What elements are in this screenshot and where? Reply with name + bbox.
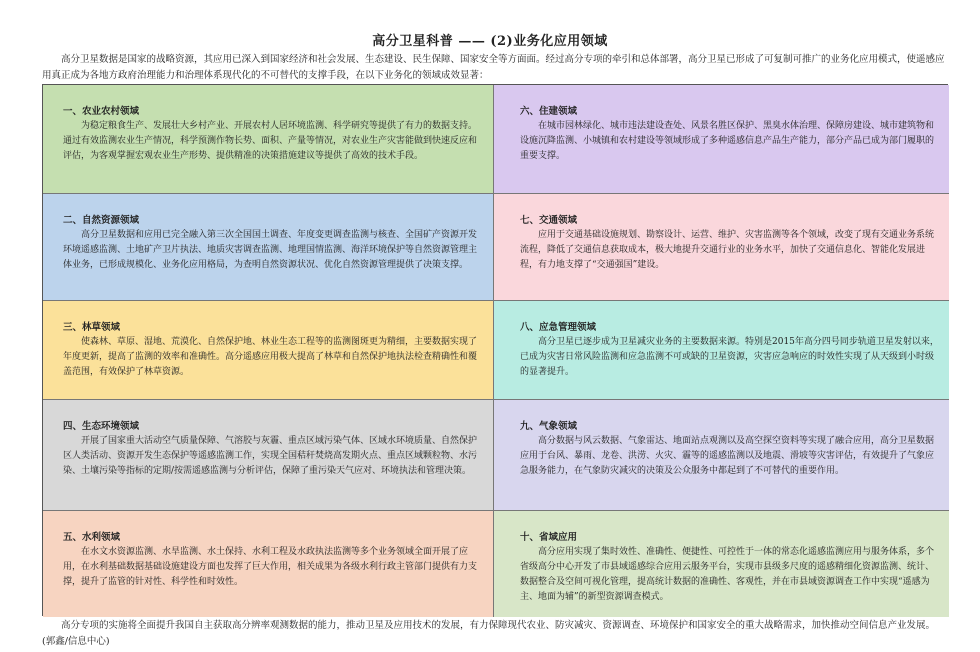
section-body: 在水文水资源监测、水旱监测、水土保持、水利工程及水政执法监测等多个业务领域全面开展了应用，在水利基础数据基础设施建设方面也发挥了巨大作用，相关成果为各级水利行政主管部门提供有力支撑，提升了监管的针对性、科学性和时效性。 [63,547,478,587]
application-fields-grid [42,84,948,616]
section-forestry [43,301,494,400]
section-transport [494,194,949,301]
section-body: 高分应用实现了集时效性、准确性、便捷性、可控性于一体的常态化遥感监测应用与服务体系，多个省级高分中心开发了市县域遥感综合应用云服务平台，实现市县级多尺度的遥感精细化资源监测、统计、数据整合及空间可视化管理，提高统计数据的准确性、客观性，并在市县域资源调查工作中实现“遥感为主、地面为辅”的新型资源调查模式。 [520,547,935,602]
section-heading: 九、气象领域 [520,421,578,432]
section-body: 开展了国家重大活动空气质量保障、气溶胶与灰霾、重点区域污染气体、区域水环境质量、自然保护区人类活动、资源开发生态保护等遥感监测工作，实现全国秸秆焚烧高发期火点、重点区域颗粒物、水污染、土壤污染等指标的定期/按需遥感监测与分析评估，保障了重污染天气应对、环境执法和管理决策。 [63,436,478,476]
section-heading: 四、生态环境领域 [63,421,140,432]
section-heading: 二、自然资源领域 [63,215,140,226]
section-ecology [43,400,494,511]
section-emergency [494,301,949,400]
section-body: 在城市园林绿化、城市违法建设查处、风景名胜区保护、黑臭水体治理、保障房建设、城市建筑物和设施沉降监测、小城镇和农村建设等领域形成了多种遥感信息产品生产能力，部分产品已成为部门履职的重要支撑。 [520,121,935,161]
section-agriculture [43,85,494,194]
section-heading: 一、农业农村领域 [63,106,140,117]
section-body: 高分卫星数据和应用已完全融入第三次全国国土调查、年度变更调查监测与核查、全国矿产资源开发环境遥感监测、土地矿产卫片执法、地质灾害调查监测、地理国情监测、海洋环境保护等自然资源管理主体业务，已形成规模化、业务化应用格局，为查明自然资源状况、优化自然资源管理提供了决策支撑。 [63,230,478,270]
section-heading: 七、交通领域 [520,215,578,226]
section-natural-resources [43,194,494,301]
section-body: 为稳定粮食生产、发展壮大乡村产业、开展农村人居环境监测、科学研究等提供了有力的数据支持。通过有效监测农业生产情况，科学预测作物长势、面积、产量等情况，对农业生产灾害能做到快速反应和评估，为客观掌握宏观农业生产形势、提供精准的决策措施建议等提供了高效的技术手段。 [63,121,478,161]
page-title: 高分卫星科普 —— (2)业务化应用领域 [372,34,608,49]
section-heading: 三、林草领域 [63,322,121,333]
section-meteorology [494,400,949,511]
section-provincial [494,511,949,617]
section-housing [494,85,949,194]
intro-paragraph: 高分卫星数据是国家的战略资源，其应用已深入到国家经济和社会发展、生态建设、民生保障、国家安全等方面面。经过高分专项的牵引和总体部署，高分卫星已形成了可复制可推广的业务化应用模式，使遥感应用真正成为各地方政府治理能力和治理体系现代化的不可替代的支撑手段，在以下业务化的领域成效显著： [42,54,945,81]
section-body: 使森林、草原、湿地、荒漠化、自然保护地、林业生态工程等的监测图斑更为精细，主要数据实现了年度更新，提高了监测的效率和准确性。高分遥感应用极大提高了林草和自然保护地执法检查精确性和覆盖范围，有效保护了林草资源。 [63,337,478,377]
section-water [43,511,494,617]
section-heading: 十、省域应用 [520,532,578,543]
section-body: 高分卫星已逐步成为卫星减灾业务的主要数据来源。特别是2015年高分四号同步轨道卫星发射以来，已成为灾害日常风险监测和应急监测不可或缺的卫星资源，灾害应急响应的时效性实现了从天级到小时级的显著提升。 [520,337,939,377]
section-heading: 八、应急管理领域 [520,322,597,333]
section-body: 高分数据与风云数据、气象雷达、地面站点观测以及高空探空资料等实现了融合应用，高分卫星数据应用于台风、暴雨、龙卷、洪涝、火灾、霾等的遥感监测以及地震、滑坡等灾害评估，有效提升了气象应急服务能力，在气象防灾减灾的决策及公众服务中都起到了不可替代的重要作用。 [520,436,935,476]
section-body: 应用于交通基础设施规划、勘察设计、运营、维护、灾害监测等各个领域，改变了现有交通业务系统流程，降低了交通信息获取成本，极大地提升交通行业的业务水平，加快了交通信息化、智能化发展进程，有力地支撑了“交通强国”建设。 [520,230,935,270]
closing-paragraph: 高分专项的实施将全面提升我国自主获取高分辨率观测数据的能力，推动卫星及应用技术的发展，有力保障现代农业、防灾减灾、资源调查、环境保护和国家安全的重大战略需求，加快推动空间信息产业发展。(郭鑫/信息中心) [42,620,936,647]
section-heading: 六、住建领域 [520,106,578,117]
section-heading: 五、水利领域 [63,532,121,543]
